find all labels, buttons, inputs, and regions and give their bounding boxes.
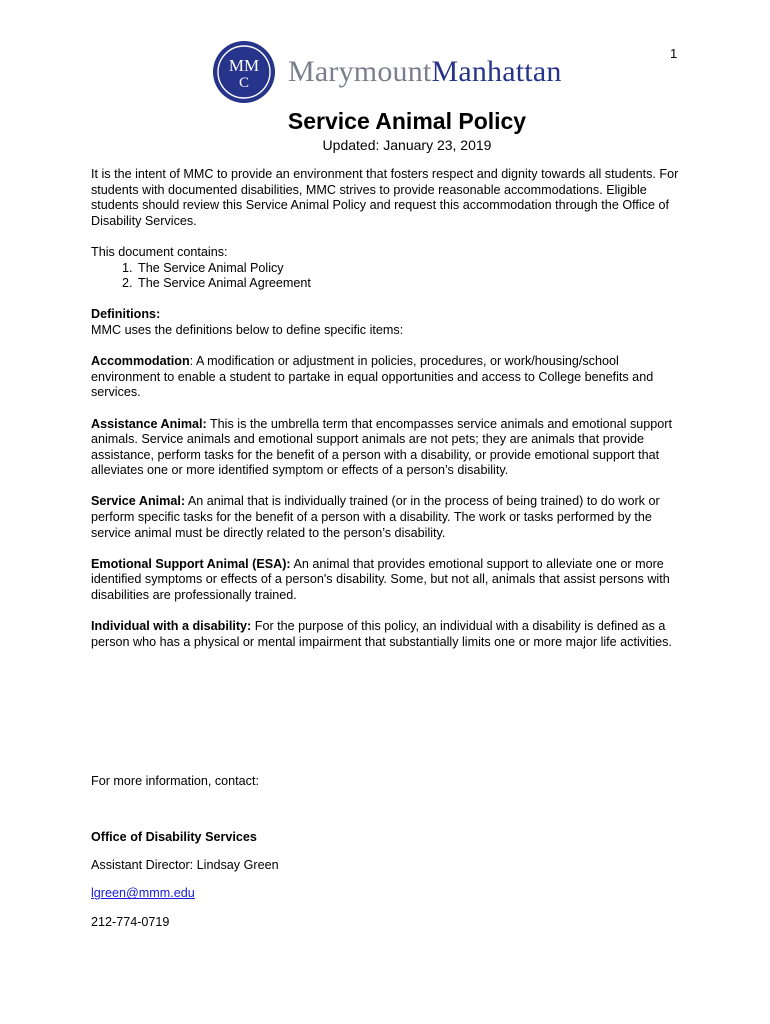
- definition-text: This is the umbrella term that encompasses service animals and emotional support animals. Service animals and emotional support animals are not pets; they are animals that provide assistance, perform tasks for the benefit of a person with a disability, or provide emotional support that alleviates one or more identified symptom or effects of a person’s disability.: [91, 416, 672, 478]
- definition-assistance-animal: [91, 417, 691, 479]
- definition-term: Individual with a disability:: [91, 619, 252, 634]
- updated-date: Updated: January 23, 2019: [322, 137, 492, 153]
- wordmark: [288, 55, 562, 89]
- list-item: 2. The Service Animal Agreement: [136, 276, 691, 292]
- wordmark-manhattan: Manhattan: [431, 55, 562, 88]
- definition-esa: [91, 557, 691, 604]
- seal-text-bottom: C: [238, 75, 250, 91]
- definitions-intro: MMC uses the definitions below to define specific items:: [91, 322, 404, 337]
- definition-term: Assistance Animal:: [91, 416, 207, 431]
- seal-text-top: MM: [228, 56, 260, 75]
- definition-term: Service Animal:: [91, 494, 186, 509]
- definition-service-animal: [91, 494, 691, 541]
- intro-paragraph: It is the intent of MMC to provide an environment that fosters respect and dignity towards all students. For students with documented disabilities, MMC strives to provide reasonable accommodations. Eligible students should review this Service Animal Policy and request this accommodation through the Office of Disability Services.: [91, 167, 679, 228]
- definition-text: An animal that is individually trained (or in the process of being trained) to do work or perform specific tasks for the benefit of a person with a disability. The work or tasks performed by the service animal must be directly related to the person’s disability.: [91, 494, 660, 540]
- definition-text: : A modification or adjustment in policies, procedures, or work/housing/school environment to enable a student to partake in equal opportunities and access to College benefits and services.: [91, 354, 654, 400]
- contact-lead: For more information, contact:: [91, 773, 259, 788]
- contact-email-link[interactable]: lgreen@mmm.edu: [91, 886, 195, 901]
- contact-person: Assistant Director: Lindsay Green: [91, 858, 279, 873]
- contains-heading: This document contains:: [91, 244, 228, 259]
- definitions-heading: Definitions:: [91, 307, 161, 322]
- definition-term: Accommodation: [91, 354, 190, 369]
- contact-phone: 212-774-0719: [91, 914, 170, 929]
- definition-text: For the purpose of this policy, an individual with a disability is defined as a person who has a physical or mental impairment that substantially limits one or more major life activities.: [91, 619, 672, 649]
- document-body: [91, 167, 691, 650]
- page-number: 1: [670, 46, 678, 61]
- definition-accommodation: [91, 354, 691, 401]
- contact-office: Office of Disability Services: [91, 829, 257, 844]
- list-item: 1. The Service Animal Policy: [136, 261, 691, 277]
- contact-block: [91, 761, 691, 943]
- contents-list: [91, 261, 691, 292]
- page-title: Service Animal Policy: [287, 108, 527, 134]
- wordmark-marymount: Marymount: [288, 55, 432, 88]
- mmc-seal-icon: [212, 40, 276, 104]
- definition-individual-with-disability: [91, 619, 691, 650]
- college-logo: [212, 40, 562, 104]
- definition-term: Emotional Support Animal (ESA):: [91, 556, 291, 571]
- definition-text: An animal that provides emotional support to alleviate one or more identified symptoms or effects of a person's disability. Some, but not all, animals that assist persons with disabilities are professionally trained.: [91, 556, 670, 603]
